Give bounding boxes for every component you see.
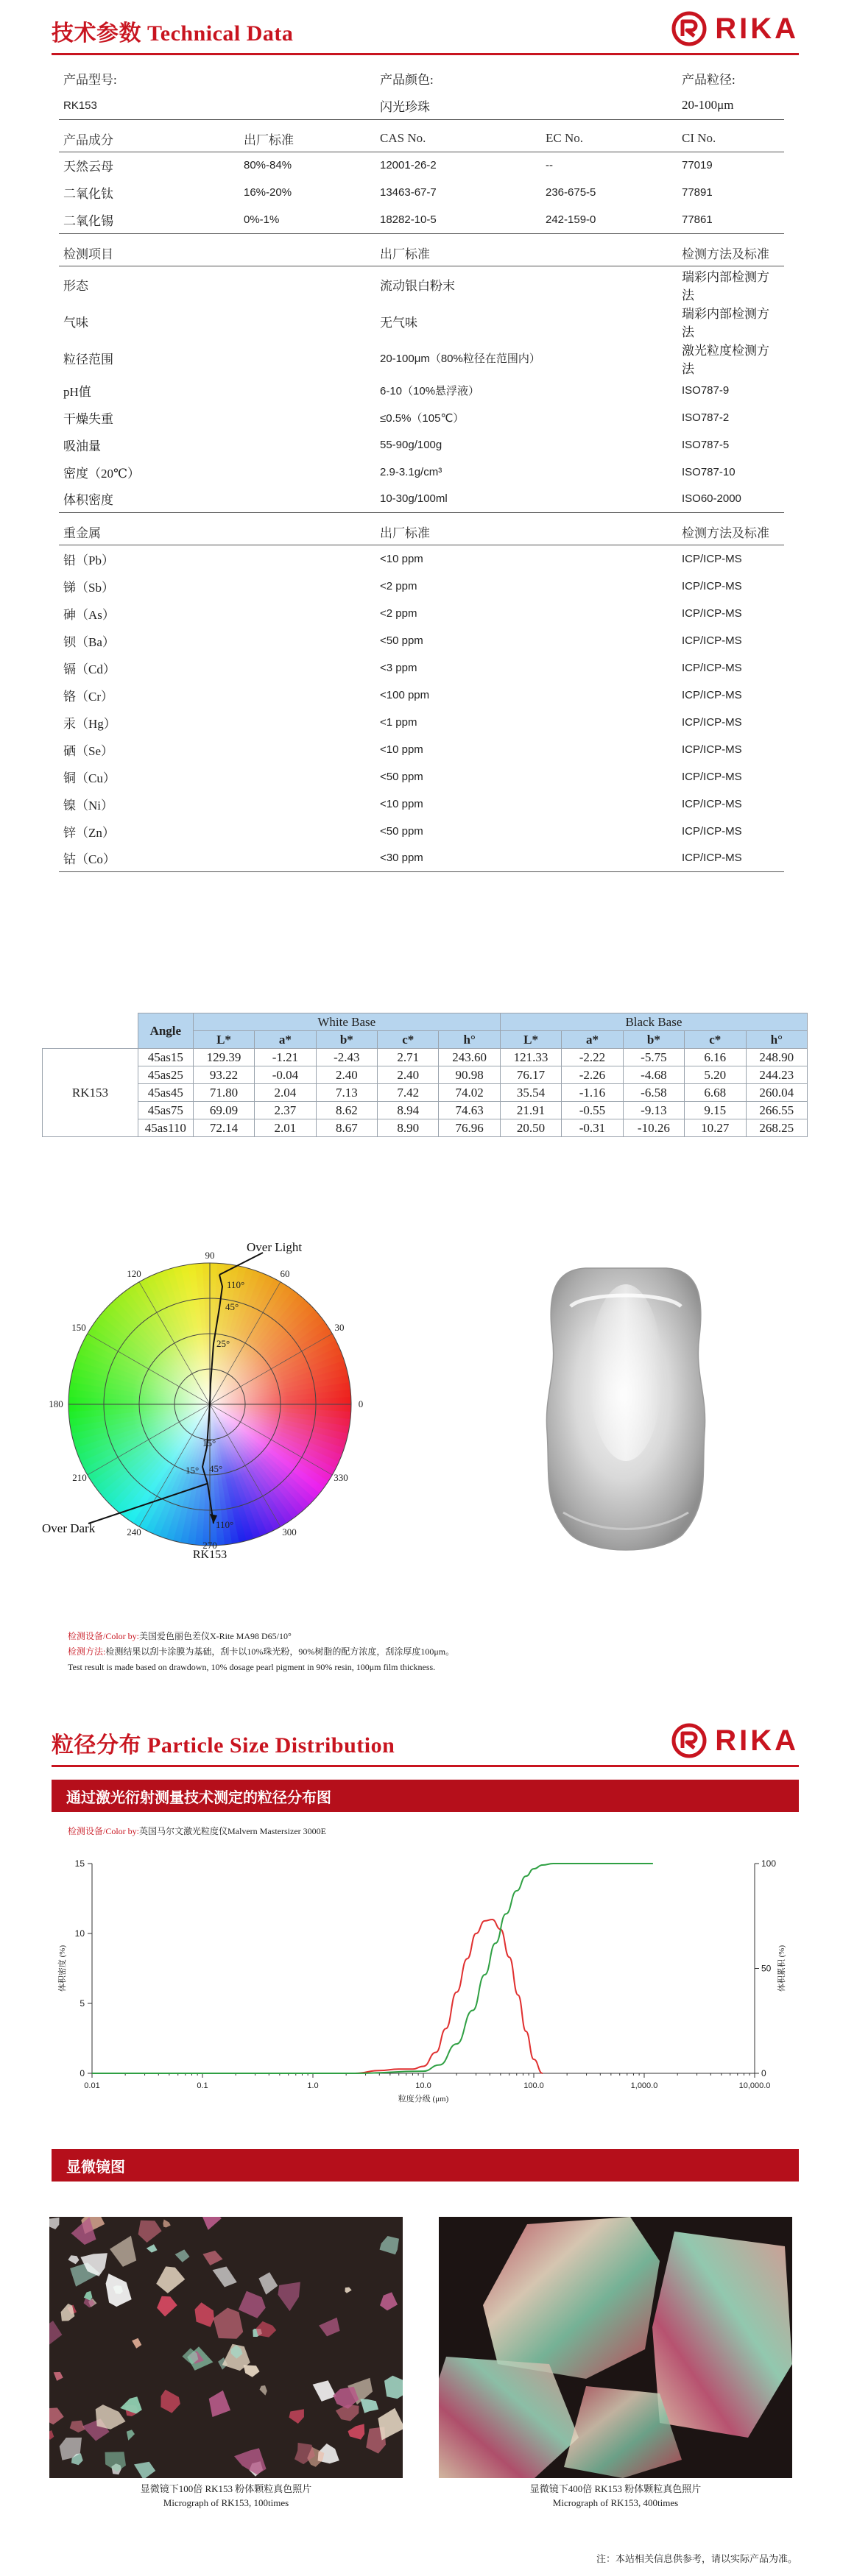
product-value-row bbox=[59, 92, 784, 119]
angle-cell: 45as110 bbox=[138, 1119, 193, 1137]
logo-text: RIKA bbox=[715, 12, 799, 45]
color-value-cell: 76.96 bbox=[439, 1119, 500, 1137]
color-table-row bbox=[43, 1119, 808, 1137]
metal-cell: ICP/ICP-MS bbox=[682, 606, 742, 620]
color-value-cell: 35.54 bbox=[500, 1084, 561, 1102]
metal-cell: <10 ppm bbox=[380, 552, 423, 565]
dark-angle-45: 45° bbox=[209, 1463, 223, 1474]
composition-row bbox=[59, 152, 784, 179]
y2-axis-label: 体积累积 (%) bbox=[777, 1945, 786, 1992]
product-size-value: 20-100μm bbox=[682, 98, 734, 113]
tick-90: 90 bbox=[205, 1250, 215, 1261]
metal-header-cell: 重金属 bbox=[59, 513, 375, 545]
x-tick-label: 0.01 bbox=[84, 2081, 100, 2090]
color-value-cell: 244.23 bbox=[746, 1066, 808, 1084]
color-value-cell: 8.94 bbox=[378, 1102, 439, 1119]
x-tick-label: 100.0 bbox=[523, 2081, 544, 2090]
light-angle-15: 15° bbox=[202, 1437, 216, 1448]
tick-180: 180 bbox=[49, 1398, 63, 1409]
color-product-cell: RK153 bbox=[43, 1049, 138, 1137]
test-cell: ISO787-5 bbox=[682, 438, 730, 451]
metal-cell: <2 ppm bbox=[380, 579, 417, 592]
composition-cell: 77019 bbox=[682, 159, 713, 172]
white-base-header: White Base bbox=[193, 1013, 500, 1031]
psd-title: 粒径分布 Particle Size Distribution bbox=[52, 1733, 395, 1758]
color-sample-car-image bbox=[541, 1262, 710, 1557]
color-value-cell: 10.27 bbox=[685, 1119, 746, 1137]
particle-size-chart bbox=[52, 1849, 791, 2121]
metal-cell: ICP/ICP-MS bbox=[682, 743, 742, 756]
test-cell: 10-30g/100ml bbox=[380, 492, 448, 506]
metal-cell: 铬（Cr） bbox=[63, 689, 113, 704]
brand-logo-2 bbox=[671, 1722, 799, 1759]
test-cell: 无气味 bbox=[380, 316, 417, 330]
composition-cell: 二氧化锡 bbox=[63, 213, 113, 228]
metal-cell: 钡（Ba） bbox=[63, 634, 115, 649]
y2-tick-label: 100 bbox=[761, 1858, 777, 1869]
tick-150: 150 bbox=[71, 1322, 86, 1333]
psd-banner: 通过激光衍射测量技术测定的粒径分布图 bbox=[52, 1780, 799, 1812]
metal-row bbox=[59, 600, 784, 627]
test-cell: 密度（20℃） bbox=[63, 466, 141, 481]
microscope-banner: 显微镜图 bbox=[52, 2149, 799, 2182]
y-tick-label: 0 bbox=[80, 2068, 85, 2078]
tick-270: 270 bbox=[202, 1540, 217, 1551]
dark-angle-110: 110° bbox=[216, 1519, 234, 1530]
test-cell: 2.9-3.1g/cm³ bbox=[380, 465, 442, 478]
test-header-row bbox=[59, 233, 784, 266]
micrograph-100x-image bbox=[49, 2217, 403, 2478]
test-row bbox=[59, 377, 784, 404]
x-axis-label: 粒度分级 (μm) bbox=[398, 2095, 449, 2103]
metal-cell: <50 ppm bbox=[380, 634, 423, 647]
test-cell: 激光粒度检测方法 bbox=[682, 343, 769, 376]
color-wheel-diagram bbox=[37, 1236, 398, 1560]
color-col-header: L* bbox=[500, 1031, 561, 1049]
color-value-cell: -10.26 bbox=[623, 1119, 684, 1137]
test-cell: ISO787-9 bbox=[682, 383, 730, 397]
caption-en: Micrograph of RK153, 100times bbox=[163, 2497, 289, 2508]
metal-cell: ICP/ICP-MS bbox=[682, 688, 742, 701]
angle-cell: 45as25 bbox=[138, 1066, 193, 1084]
light-angle-110: 110° bbox=[227, 1279, 245, 1290]
color-value-cell: 6.68 bbox=[685, 1084, 746, 1102]
color-value-cell: 76.17 bbox=[500, 1066, 561, 1084]
header-rule bbox=[52, 53, 799, 55]
metal-cell: ICP/ICP-MS bbox=[682, 661, 742, 674]
metal-cell: ICP/ICP-MS bbox=[682, 579, 742, 592]
composition-cell: 0%-1% bbox=[244, 213, 280, 226]
metal-cell: 硒（Se） bbox=[63, 743, 113, 758]
test-row bbox=[59, 459, 784, 486]
test-cell: 干燥失重 bbox=[63, 411, 113, 426]
metal-cell: 锌（Zn） bbox=[63, 825, 115, 840]
composition-cell: 18282-10-5 bbox=[380, 213, 437, 226]
metal-cell: <2 ppm bbox=[380, 606, 417, 620]
y-tick-label: 10 bbox=[74, 1928, 85, 1939]
metal-cell: ICP/ICP-MS bbox=[682, 552, 742, 565]
y-tick-label: 5 bbox=[80, 1998, 85, 2009]
color-value-cell: 9.15 bbox=[685, 1102, 746, 1119]
test-row bbox=[59, 266, 784, 303]
rika-logo-icon bbox=[671, 10, 708, 47]
micrograph-400x-caption bbox=[439, 2482, 792, 2510]
metal-header-cell: 出厂标准 bbox=[375, 513, 677, 545]
metal-cell: 锑（Sb） bbox=[63, 580, 114, 595]
metal-cell: <10 ppm bbox=[380, 743, 423, 756]
metal-cell: 砷（As） bbox=[63, 607, 115, 622]
metal-cell: 汞（Hg） bbox=[63, 716, 116, 731]
y2-tick-label: 0 bbox=[761, 2068, 766, 2078]
composition-cell: 242-159-0 bbox=[546, 213, 596, 226]
test-cell: pH值 bbox=[63, 384, 91, 399]
tick-210: 210 bbox=[72, 1472, 87, 1483]
angle-cell: 45as15 bbox=[138, 1049, 193, 1066]
page-title: 技术参数 Technical Data bbox=[52, 21, 294, 46]
metal-row bbox=[59, 709, 784, 736]
product-label-row bbox=[59, 65, 784, 92]
color-value-cell: 90.98 bbox=[439, 1066, 500, 1084]
color-value-cell: -2.26 bbox=[562, 1066, 623, 1084]
color-value-cell: -0.55 bbox=[562, 1102, 623, 1119]
color-value-cell: -5.75 bbox=[623, 1049, 684, 1066]
color-data-table bbox=[42, 1013, 808, 1137]
color-col-header: b* bbox=[316, 1031, 377, 1049]
color-value-cell: 6.16 bbox=[685, 1049, 746, 1066]
color-value-cell: 21.91 bbox=[500, 1102, 561, 1119]
metal-cell: <30 ppm bbox=[375, 845, 677, 872]
x-tick-label: 10.0 bbox=[415, 2081, 431, 2090]
metal-cell: ICP/ICP-MS bbox=[682, 824, 742, 838]
color-device-line bbox=[68, 1629, 454, 1644]
test-header-cell: 出厂标准 bbox=[375, 233, 677, 266]
composition-cell: 77861 bbox=[682, 213, 713, 226]
metal-header-cell: 检测方法及标准 bbox=[677, 513, 784, 545]
color-value-cell: 7.42 bbox=[378, 1084, 439, 1102]
product-color-value: 闪光珍珠 bbox=[380, 99, 430, 114]
metal-cell: 铜（Cu） bbox=[63, 771, 116, 785]
metal-row bbox=[59, 845, 784, 872]
tick-120: 120 bbox=[127, 1268, 141, 1279]
test-cell: 55-90g/100g bbox=[380, 438, 442, 451]
metal-cell: <1 ppm bbox=[380, 715, 417, 729]
caption-cn: 显微镜下400倍 RK153 粉体颗粒真色照片 bbox=[529, 2483, 702, 2494]
micrograph-400x-image bbox=[439, 2217, 792, 2478]
psd-device-value: 英国马尔文激光粒度仪Malvern Mastersizer 3000E bbox=[139, 1826, 326, 1836]
color-device-value: 美国爱色丽色差仪X-Rite MA98 D65/10° bbox=[139, 1631, 292, 1641]
color-value-cell: 71.80 bbox=[193, 1084, 254, 1102]
test-cell: 吸油量 bbox=[63, 439, 101, 453]
color-col-header: h° bbox=[746, 1031, 808, 1049]
x-tick-label: 1.0 bbox=[307, 2081, 319, 2090]
color-value-cell: -2.22 bbox=[562, 1049, 623, 1066]
black-base-header: Black Base bbox=[500, 1013, 807, 1031]
dark-angle-15: 15° bbox=[186, 1465, 200, 1476]
color-method-value: 检测结果以刮卡涂膜为基础，刮卡以10%珠光粉，90%树脂的配方浓度，刮涂厚度100μm。 bbox=[105, 1646, 455, 1657]
metal-row bbox=[59, 763, 784, 790]
tick-300: 300 bbox=[282, 1526, 297, 1538]
composition-row bbox=[59, 206, 784, 233]
metal-cell: 钴（Co） bbox=[59, 845, 375, 872]
composition-cell: 80%-84% bbox=[244, 159, 292, 172]
color-value-cell: -1.16 bbox=[562, 1084, 623, 1102]
psd-device-label: 检测设备/Color by: bbox=[68, 1826, 140, 1836]
metal-row bbox=[59, 818, 784, 845]
metal-cell: ICP/ICP-MS bbox=[677, 845, 784, 872]
test-row bbox=[59, 486, 784, 513]
caption-cn: 显微镜下100倍 RK153 粉体颗粒真色照片 bbox=[140, 2483, 312, 2494]
test-cell: ≤0.5%（105℃） bbox=[380, 411, 465, 425]
tick-330: 330 bbox=[334, 1472, 348, 1483]
metal-cell: <50 ppm bbox=[380, 824, 423, 838]
metal-cell: <10 ppm bbox=[380, 797, 423, 810]
composition-cell: 二氧化钛 bbox=[63, 187, 113, 201]
color-table-row bbox=[43, 1049, 808, 1066]
color-value-cell: -2.43 bbox=[316, 1049, 377, 1066]
product-model-value: RK153 bbox=[63, 99, 97, 112]
color-col-header: a* bbox=[562, 1031, 623, 1049]
metal-row bbox=[59, 654, 784, 682]
composition-row bbox=[59, 179, 784, 206]
test-row bbox=[59, 340, 784, 377]
rika-logo-icon bbox=[671, 1722, 708, 1759]
y-axis-label: 体积密度 (%) bbox=[58, 1945, 67, 1992]
color-table-row bbox=[43, 1066, 808, 1084]
color-value-cell: 69.09 bbox=[193, 1102, 254, 1119]
color-col-header: b* bbox=[623, 1031, 684, 1049]
test-cell: ISO787-10 bbox=[682, 465, 736, 478]
color-value-cell: 20.50 bbox=[500, 1119, 561, 1137]
test-cell: 形态 bbox=[63, 279, 88, 293]
color-value-cell: 72.14 bbox=[193, 1119, 254, 1137]
angle-cell: 45as45 bbox=[138, 1084, 193, 1102]
composition-cell: 天然云母 bbox=[63, 160, 113, 174]
color-value-cell: -0.31 bbox=[562, 1119, 623, 1137]
color-table-head-row bbox=[43, 1013, 808, 1031]
tick-240: 240 bbox=[127, 1526, 141, 1538]
caption-en: Micrograph of RK153, 400times bbox=[552, 2497, 679, 2508]
color-device-label: 检测设备/Color by: bbox=[68, 1631, 140, 1641]
metal-cell: ICP/ICP-MS bbox=[682, 797, 742, 810]
color-value-cell: 8.67 bbox=[316, 1119, 377, 1137]
x-tick-label: 0.1 bbox=[197, 2081, 208, 2090]
color-method-en: Test result is made based on drawdown, 10% dosage pearl pigment in 90% resin, 100μm film thickness. bbox=[68, 1662, 436, 1672]
volume-density-line bbox=[355, 1919, 543, 2073]
color-table-row bbox=[43, 1102, 808, 1119]
metal-row bbox=[59, 545, 784, 573]
tick-30: 30 bbox=[334, 1322, 345, 1333]
color-value-cell: 93.22 bbox=[193, 1066, 254, 1084]
test-row bbox=[59, 431, 784, 459]
color-value-cell: 8.90 bbox=[378, 1119, 439, 1137]
composition-header-cell: 出厂标准 bbox=[239, 119, 375, 152]
psd-device-note bbox=[68, 1824, 326, 1839]
composition-cell: 12001-26-2 bbox=[380, 159, 437, 172]
composition-header-row bbox=[59, 119, 784, 152]
product-color-label: 产品颜色: bbox=[380, 73, 434, 87]
color-value-cell: -0.04 bbox=[255, 1066, 316, 1084]
metal-cell: ICP/ICP-MS bbox=[682, 715, 742, 729]
test-header-cell: 检测方法及标准 bbox=[677, 233, 784, 266]
color-table-row bbox=[43, 1084, 808, 1102]
composition-cell: 16%-20% bbox=[244, 186, 292, 199]
color-value-cell: -1.21 bbox=[255, 1049, 316, 1066]
metal-cell: <100 ppm bbox=[380, 688, 430, 701]
color-value-cell: 74.63 bbox=[439, 1102, 500, 1119]
composition-cell: 13463-67-7 bbox=[380, 186, 437, 199]
tick-0: 0 bbox=[358, 1398, 364, 1409]
color-value-cell: 2.71 bbox=[378, 1049, 439, 1066]
metal-cell: 铅（Pb） bbox=[63, 553, 114, 567]
angle-cell: 45as75 bbox=[138, 1102, 193, 1119]
composition-cell: -- bbox=[546, 159, 553, 172]
x-tick-label: 1,000.0 bbox=[630, 2081, 658, 2090]
logo-text-2: RIKA bbox=[715, 1724, 799, 1757]
wheel-product-label: RK153 bbox=[192, 1549, 227, 1560]
color-value-cell: 121.33 bbox=[500, 1049, 561, 1066]
metal-cell: ICP/ICP-MS bbox=[682, 634, 742, 647]
color-col-header: a* bbox=[255, 1031, 316, 1049]
test-row bbox=[59, 404, 784, 431]
test-cell: 瑞彩内部检测方法 bbox=[682, 269, 769, 302]
tick-60: 60 bbox=[280, 1268, 290, 1279]
test-cell: ISO787-2 bbox=[682, 411, 730, 424]
color-method-label: 检测方法: bbox=[68, 1646, 106, 1657]
metal-row bbox=[59, 573, 784, 600]
y-tick-label: 15 bbox=[74, 1858, 85, 1869]
metal-cell: 镍（Ni） bbox=[63, 798, 113, 813]
color-col-header: h° bbox=[439, 1031, 500, 1049]
composition-header-cell: CAS No. bbox=[375, 119, 541, 152]
test-cell: 粒径范围 bbox=[63, 353, 113, 367]
color-value-cell: 2.01 bbox=[255, 1119, 316, 1137]
composition-header-cell: EC No. bbox=[541, 119, 677, 152]
test-cell: 6-10（10%悬浮液） bbox=[380, 384, 480, 397]
color-value-cell: 2.37 bbox=[255, 1102, 316, 1119]
color-value-cell: 260.04 bbox=[746, 1084, 808, 1102]
color-value-cell: -6.58 bbox=[623, 1084, 684, 1102]
color-value-cell: 248.90 bbox=[746, 1049, 808, 1066]
test-row bbox=[59, 303, 784, 340]
metal-row bbox=[59, 790, 784, 818]
y2-tick-label: 50 bbox=[761, 1963, 772, 1974]
color-value-cell: 266.55 bbox=[746, 1102, 808, 1119]
cumulative-volume-line bbox=[355, 1864, 653, 2073]
light-angle-45: 45° bbox=[225, 1301, 239, 1312]
metal-cell: <50 ppm bbox=[380, 770, 423, 783]
color-value-cell: 7.13 bbox=[316, 1084, 377, 1102]
color-value-cell: 8.62 bbox=[316, 1102, 377, 1119]
color-method-line bbox=[68, 1644, 454, 1660]
color-value-cell: 2.04 bbox=[255, 1084, 316, 1102]
over-dark-label: Over Dark bbox=[42, 1521, 96, 1535]
metal-cell: 镉（Cd） bbox=[63, 662, 116, 676]
metal-header-row bbox=[59, 513, 784, 545]
metal-cell: ICP/ICP-MS bbox=[682, 770, 742, 783]
metal-cell: <3 ppm bbox=[380, 661, 417, 674]
composition-header-cell: CI No. bbox=[677, 119, 784, 152]
color-value-cell: -4.68 bbox=[623, 1066, 684, 1084]
micrograph-100x-caption bbox=[49, 2482, 403, 2510]
color-test-note bbox=[68, 1629, 454, 1675]
psd-header bbox=[52, 1722, 799, 1759]
test-cell: 20-100μm（80%粒径在范围内） bbox=[380, 353, 540, 365]
brand-logo bbox=[671, 10, 799, 47]
blank-cell bbox=[43, 1013, 138, 1031]
color-col-header: c* bbox=[378, 1031, 439, 1049]
test-cell: 瑞彩内部检测方法 bbox=[682, 306, 769, 339]
light-angle-25: 25° bbox=[216, 1338, 230, 1349]
test-cell: ISO60-2000 bbox=[682, 492, 741, 506]
spec-table bbox=[59, 65, 784, 872]
color-value-cell: 2.40 bbox=[316, 1066, 377, 1084]
color-value-cell: -9.13 bbox=[623, 1102, 684, 1119]
test-cell: 体积密度 bbox=[63, 493, 113, 508]
test-cell: 流动银白粉末 bbox=[380, 279, 455, 293]
metal-row bbox=[59, 736, 784, 763]
composition-cell: 236-675-5 bbox=[546, 186, 596, 199]
x-tick-label: 10,000.0 bbox=[738, 2081, 771, 2090]
metal-row bbox=[59, 682, 784, 709]
color-value-cell: 268.25 bbox=[746, 1119, 808, 1137]
composition-cell: 77891 bbox=[682, 186, 713, 199]
color-value-cell: 74.02 bbox=[439, 1084, 500, 1102]
color-col-header: c* bbox=[685, 1031, 746, 1049]
over-light-label: Over Light bbox=[247, 1240, 303, 1254]
product-size-label: 产品粒径: bbox=[682, 73, 736, 87]
blank-cell bbox=[43, 1031, 138, 1049]
psd-header-rule bbox=[52, 1765, 799, 1767]
color-value-cell: 129.39 bbox=[193, 1049, 254, 1066]
composition-header-cell: 产品成分 bbox=[59, 119, 239, 152]
product-model-label: 产品型号: bbox=[63, 73, 117, 87]
test-cell: 气味 bbox=[63, 316, 88, 330]
metal-row bbox=[59, 627, 784, 654]
color-value-cell: 243.60 bbox=[439, 1049, 500, 1066]
angle-header: Angle bbox=[138, 1013, 193, 1049]
footer-note: 注：本站相关信息供参考，请以实际产品为准。 bbox=[596, 2553, 797, 2564]
color-value-cell: 2.40 bbox=[378, 1066, 439, 1084]
color-col-header: L* bbox=[193, 1031, 254, 1049]
test-header-cell: 检测项目 bbox=[59, 233, 375, 266]
color-value-cell: 5.20 bbox=[685, 1066, 746, 1084]
page-header bbox=[52, 10, 799, 47]
